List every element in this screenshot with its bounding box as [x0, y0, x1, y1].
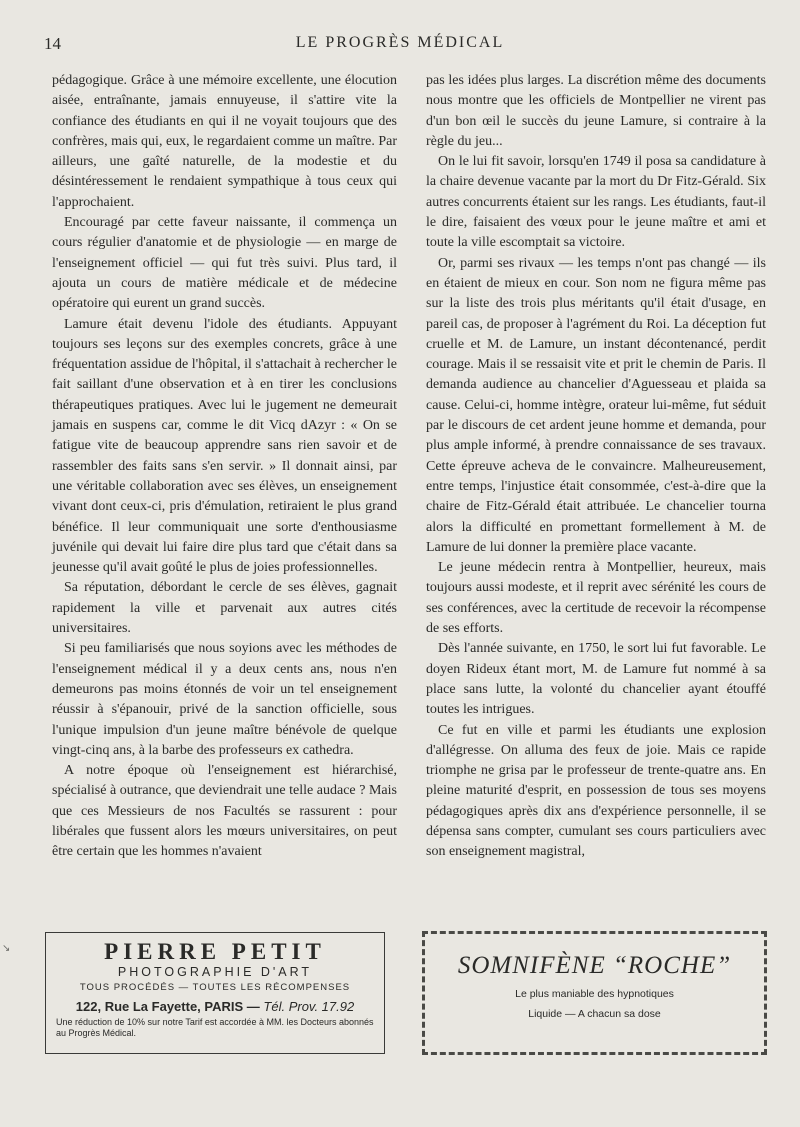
ad-phone: Tél. Prov. 17.92 — [263, 999, 355, 1014]
ad-address: 122, Rue La Fayette, PARIS — — [75, 999, 260, 1014]
paragraph: pédagogique. Grâce à une mémoire excellente, une élocution aisée, entraînante, jamais ennuyeuse, il s'attire vite la confiance des étudiants en qui il ne voyait toujours que des confrères, mais qui, eux, le regardaient comme un maître. Par ailleurs, une gaîté naturelle, de la modestie et du désintéressement le rendaient sympathique à tous ceux qui l'approchaient. — [52, 73, 397, 210]
ad-brand-name: PIERRE PETIT — [104, 939, 326, 964]
ad-note: Une réduction de 10% sur notre Tarif est accordée à MM. les Docteurs abonnés au Progrès Médical. — [56, 1017, 374, 1038]
right-column — [426, 71, 766, 863]
paragraph: pas les idées plus larges. La discrétion même des documents nous montre que les officiels de Montpellier ne virent pas d'un bon œil le succès du jeune Lamure, si contraire à la règle du jeu... — [426, 73, 766, 149]
ad-brand-name: SOMNIFÈNE “ROCHE” — [457, 952, 732, 979]
ad-subtitle: PHOTOGRAPHIE D'ART — [117, 965, 313, 979]
paragraph: Si peu familiarisés que nous soyions avec les méthodes de l'enseignement médical il y a deux cents ans, nous n'en demeurons pas moins étonnés de voir un tel enseignement réussir à s'épanouir, privé de la sanction officielle, sous l'unique impulsion d'un jeune maître bénévole de quelque vingt-cinq ans, à la barbe des professeurs ex cathedra. — [52, 641, 397, 758]
running-head: LE PROGRÈS MÉDICAL — [295, 34, 505, 51]
ad-address-line — [46, 999, 384, 1014]
paragraph: Lamure était devenu l'idole des étudiants. Appuyant toujours ses leçons sur des exemples concrets, grâce à une fréquentation assidue de l'hôpital, il s'attachait à rechercher le fait saillant d'une observation et à en tirer les conclusions thérapeutiques pratiques. Avec lui le jugement ne demeurait jamais en suspens car, comme le dit Vicq dAzyr : « On se fatigue vite de beaucoup apprendre sans rien savoir et de rassembler des faits sans s'en servir. » Il donnait ainsi, par une véritable collaboration avec ses élèves, un enseignement vivant dont ceux-ci, pris d'émulation, retiraient le plus grand bénéfice. Il leur communiquait une sorte d'enthousiasme juvénile qui devait lui faire dire plus tard que c'était dans sa jeunesse qu'il avait goûté le plus de joies professionnelles. — [52, 316, 397, 576]
ad-tagline: Le plus maniable des hypnotiques — [515, 988, 674, 1000]
advertisement-pierre-petit — [45, 932, 385, 1054]
paragraph: Sa réputation, débordant le cercle de ses élèves, gagnait rapidement la ville et parvenait aux autres cités universitaires. — [52, 580, 397, 637]
paragraph: Ce fut en ville et parmi les étudiants une explosion d'allégresse. On alluma des feux de joie. Mais ce rapide triomphe ne grisa par le professeur de trente-quatre ans. En pleine maturité d'esprit, en possession de tous ses moyens pédagogiques après dix ans d'expérience personnelle, il se dépensa sans compter, cumulant ses cours particuliers avec son enseignement magistral, — [426, 722, 766, 860]
advertisement-somnifene — [422, 931, 767, 1055]
paragraph: A notre époque où l'enseignement est hiérarchisé, spécialisé à outrance, que deviendrait une telle audace ? Mais que ces Messieurs de nos Facultés se rassurent : pour libérales que fussent alors les mœurs universitaires, on peut être certain que les hommes n'avaient — [52, 763, 397, 860]
paragraph: On le lui fit savoir, lorsqu'en 1749 il posa sa candidature à la chaire devenue vacante par la mort du Dr Fitz-Gérald. Six autres concurrents étaient sur les rangs. Les étudiants, faut-il le dire, faisaient des vœux pour le jeune maître et ami et toute la ville escomptait sa victoire. — [426, 154, 766, 251]
paragraph: Encouragé par cette faveur naissante, il commença un cours régulier d'anatomie et de physiologie — en marge de l'enseignement officiel — qui fut très suivi. Plus tard, il ajouta un cours de matière médicale et de médecine opératoire qui eurent un grand succès. — [52, 215, 397, 312]
ad-form: Liquide — A chacun sa dose — [528, 1008, 661, 1020]
page-number: 14 — [44, 34, 61, 53]
paragraph: Or, parmi ses rivaux — les temps n'ont pas changé — ils en étaient de mieux en cour. Son nom ne figura même pas sur la liste des trois plus méritants qu'il était d'usage, en pareil cas, de proposer à l'agrément du Roi. La déception fut cruelle et M. de Lamure, un instant décontenancé, perdit courage. Mais il se ressaisit vite et prit le chemin de Paris. Il demanda audience au chancelier d'Aguesseau et plaida sa cause. Celui-ci, homme intègre, orateur lui-même, fut séduit par le discours de cet ardent jeune homme et demanda, pour plus ample informé, à prendre connaissance de ses travaux. Cette épreuve acheva de le convaincre. Malheureusement, entre temps, l'injustice était consommée, c'est-à-dire que la chaire de Fitz-Gérald était attribuée. Le chancelier tourna alors la difficulté en promettant formellement à M. de Lamure de lui donner la première place vacante. — [426, 255, 766, 555]
paragraph: Dès l'année suivante, en 1750, le sort lui fut favorable. Le doyen Rideux étant mort, M. de Lamure fut nommé à sa place sans lutte, la volonté du chancelier ayant étouffé toutes les intrigues. — [426, 641, 766, 718]
margin-mark: ↘ — [2, 943, 11, 954]
ad-processes: TOUS PROCÉDÉS — TOUTES LES RÉCOMPENSES — [79, 982, 351, 993]
left-column — [52, 71, 397, 863]
paragraph: Le jeune médecin rentra à Montpellier, heureux, mais toujours aussi modeste, et il reprit avec sérénité les cours de ses conférences, avec la certitude de recevoir la récompense de ses efforts. — [426, 560, 766, 637]
